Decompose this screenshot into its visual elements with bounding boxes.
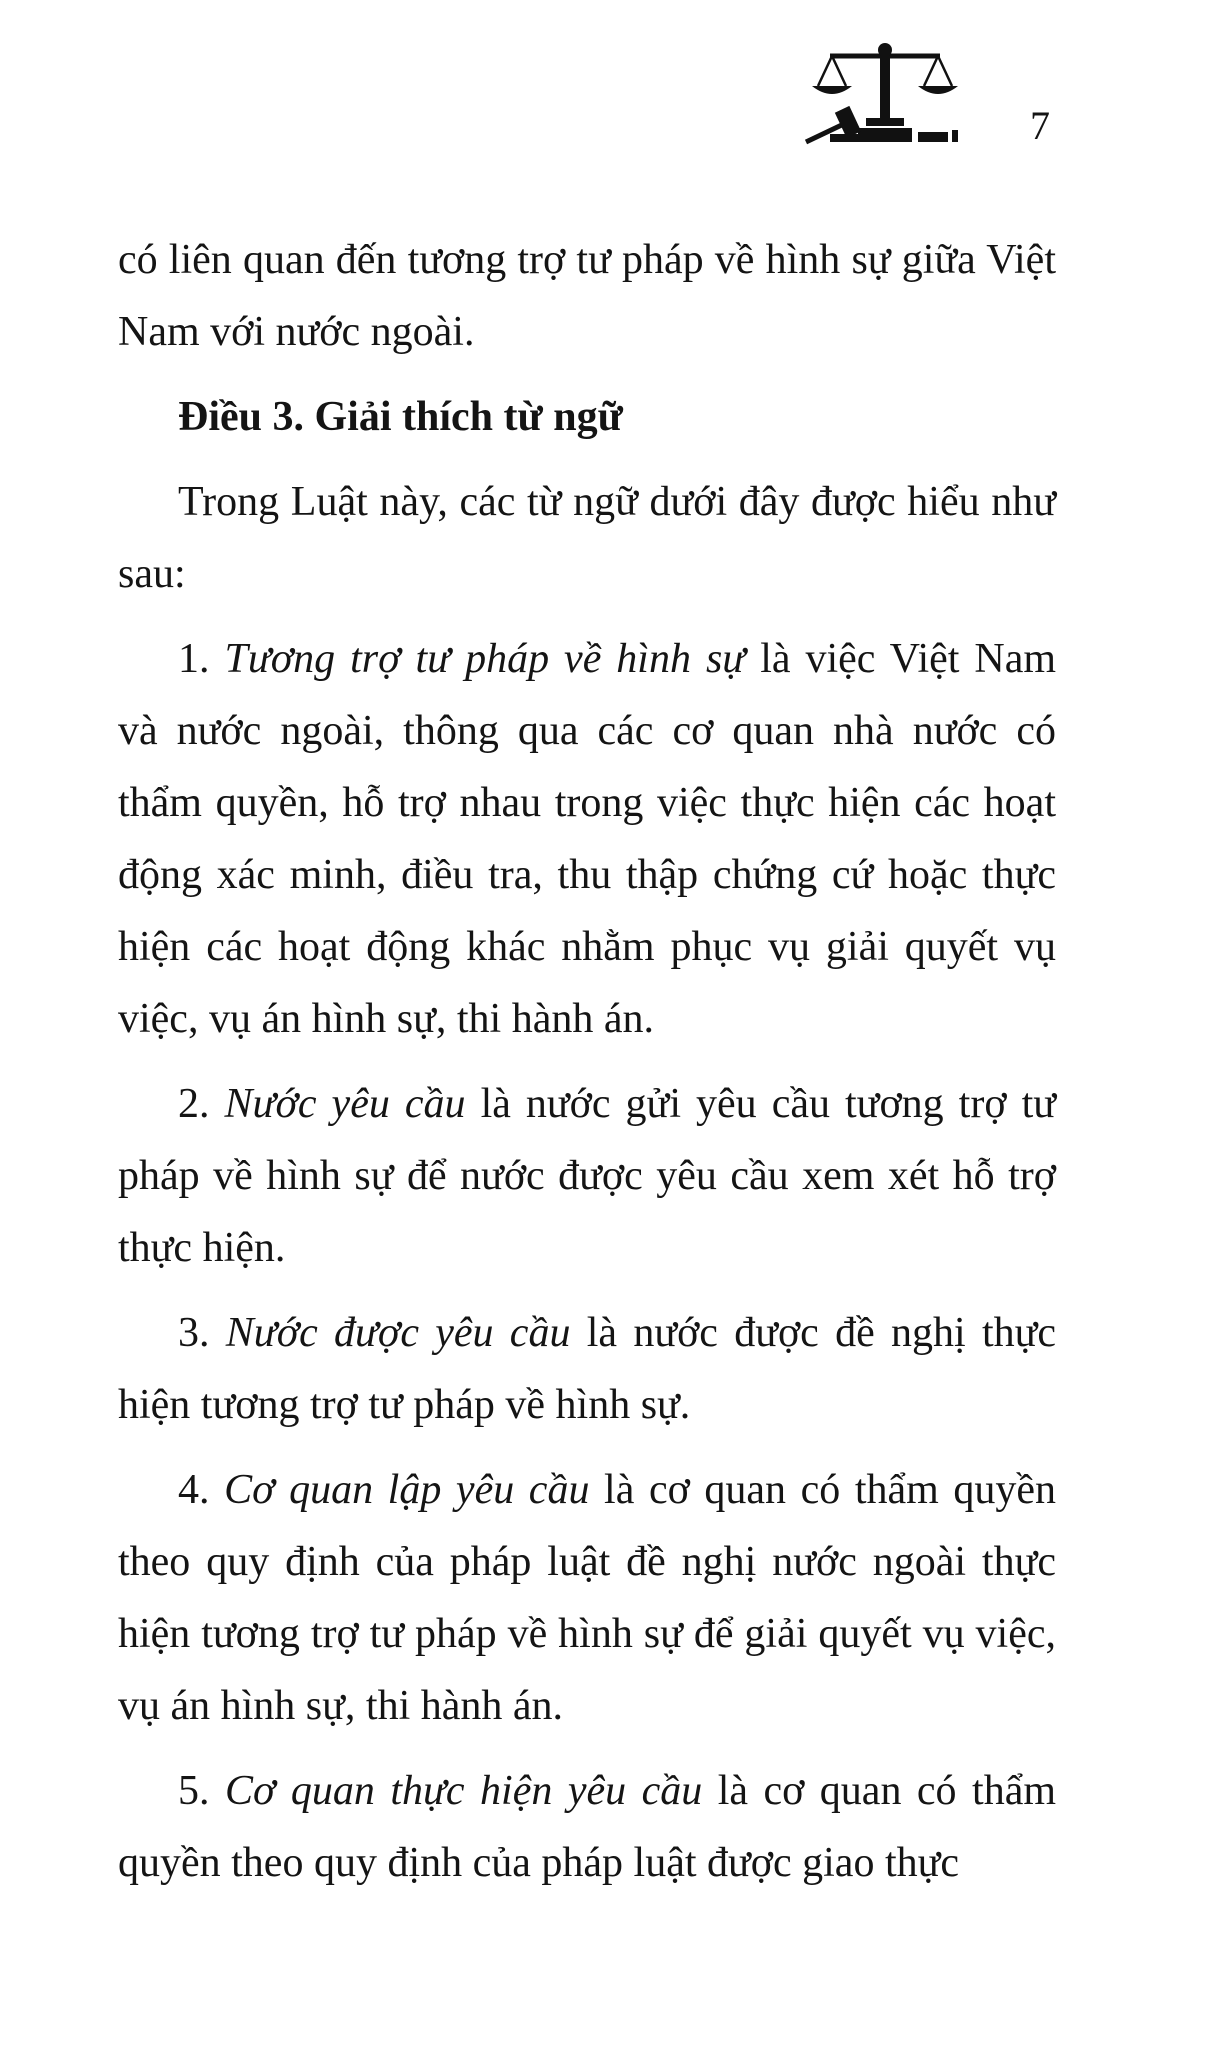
definition-number: 3. [178, 1310, 210, 1356]
definition-term: Tương trợ tư pháp về hình sự [224, 636, 746, 682]
definition-text: là nước gửi yêu cầu tương trợ tư pháp về hình sự để nước được yêu cầu xem xét hỗ trợ thực hiện. [118, 1081, 1057, 1271]
definition-text: là cơ quan có thẩm quyền theo quy định của pháp luật được giao thực [118, 1768, 1057, 1886]
definition-term: Cơ quan lập yêu cầu [224, 1467, 590, 1513]
definition-item [118, 623, 1056, 1055]
definition-number: 5. [178, 1768, 210, 1814]
definition-item [118, 1297, 1056, 1441]
definition-number: 2. [178, 1081, 210, 1127]
definition-item [118, 1755, 1056, 1899]
paragraph-continuation: có liên quan đến tương trợ tư pháp về hình sự giữa Việt Nam với nước ngoài. [118, 237, 1056, 355]
body-text [118, 224, 1056, 1899]
definition-term: Cơ quan thực hiện yêu cầu [224, 1768, 703, 1814]
definition-term: Nước yêu cầu [224, 1081, 466, 1127]
article-heading: Điều 3. Giải thích từ ngữ [178, 394, 623, 440]
definition-number: 1. [178, 636, 210, 682]
page-number: 7 [1030, 103, 1050, 148]
definition-item [118, 1068, 1056, 1284]
definition-text: là nước được đề nghị thực hiện tương trợ tư pháp về hình sự. [118, 1310, 1057, 1428]
definition-number: 4. [178, 1467, 210, 1513]
definition-text: là cơ quan có thẩm quyền theo quy định của pháp luật đề nghị nước ngoài thực hiện tương trợ tư pháp về hình sự để giải quyết vụ việc, vụ án hình sự, thi hành án. [118, 1467, 1057, 1729]
definition-item [118, 1454, 1056, 1742]
scales-of-justice-gavel-icon [800, 38, 970, 150]
article-intro: Trong Luật này, các từ ngữ dưới đây được hiểu như sau: [118, 479, 1056, 597]
definition-text: là việc Việt Nam và nước ngoài, thông qua các cơ quan nhà nước có thẩm quyền, hỗ trợ nhau trong việc thực hiện các hoạt động xác minh, điều tra, thu thập chứng cứ hoặc thực hiện các hoạt động khác nhằm phục vụ giải quyết vụ việc, vụ án hình sự, thi hành án. [118, 636, 1057, 1042]
definition-term: Nước được yêu cầu [225, 1310, 571, 1356]
